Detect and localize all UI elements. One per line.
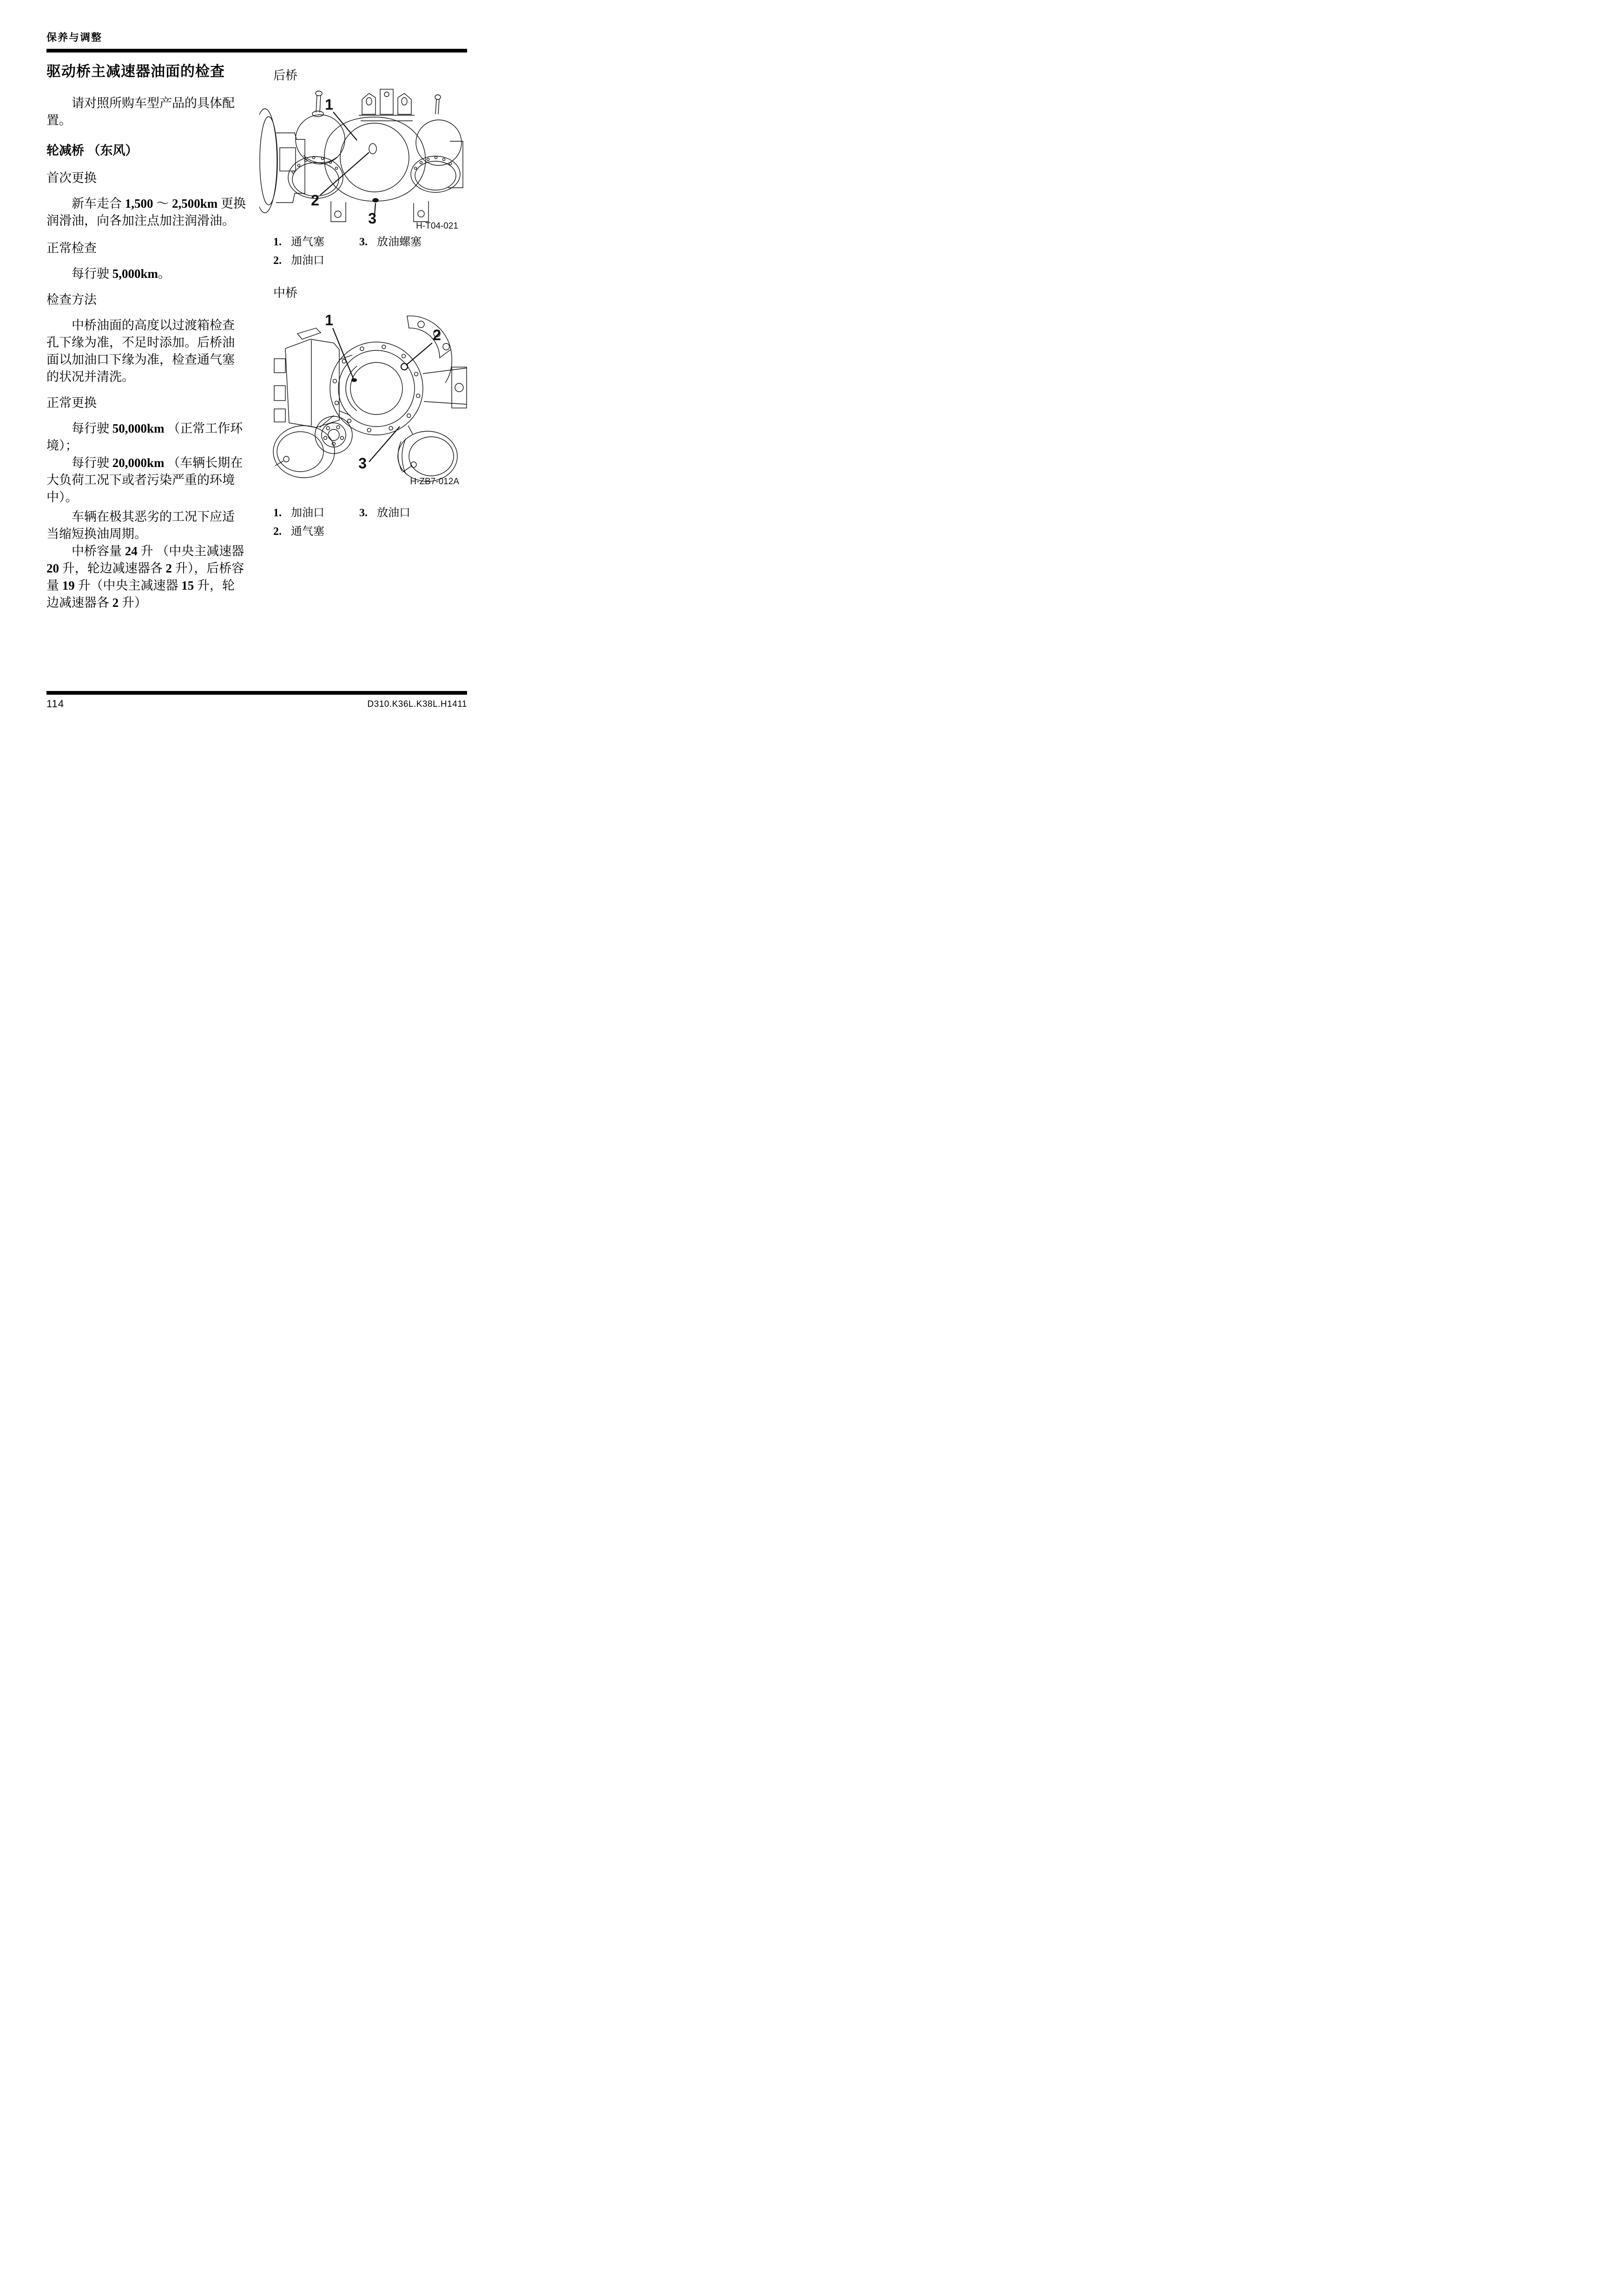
- callout-3-label: 3: [358, 455, 367, 472]
- legend-item-number: 1.: [273, 507, 282, 519]
- paragraph-harsh-conditions: 车辆在极其恶劣的工况下应适当缩短换油周期。: [46, 510, 235, 541]
- legend-item-text: 通气塞: [291, 526, 324, 538]
- legend-item: [273, 506, 359, 520]
- breather-port: [401, 363, 408, 370]
- rear-axle-diagram: [259, 86, 468, 230]
- heading-first-change: 首次更换: [46, 171, 97, 185]
- text-column: [46, 91, 246, 612]
- paragraph-change-heavy: 每行驶 20,000km （车辆长期在大负荷工况下或者污染严重的环境中）。: [46, 456, 243, 504]
- figure-middle-axle-label: 中桥: [273, 286, 298, 300]
- legend-item: [359, 235, 422, 249]
- paragraph-change-normal: 每行驶 50,000km （正常工作环境）；: [46, 421, 243, 453]
- paragraph-check-method: 中桥油面的高度以过渡箱检查孔下缘为准，不足时添加。后桥油面以加油口下缘为准，检查通气塞的状况并清洗。: [46, 318, 235, 384]
- legend-column: [273, 506, 359, 543]
- legend-item-text: 加油口: [291, 507, 324, 519]
- fill-port: [351, 378, 357, 382]
- legend-item: [273, 235, 359, 249]
- legend-item-number: 2.: [273, 526, 282, 538]
- legend-item-number: 1.: [273, 236, 282, 248]
- legend-column: [359, 506, 410, 543]
- footer-rule: [46, 691, 467, 695]
- heading-normal-check: 正常检查: [46, 241, 97, 255]
- figure-middle-axle-caption: H-ZB7-012A: [410, 477, 459, 487]
- figure-rear-axle-label: 后桥: [273, 69, 298, 82]
- callout-1-label: 1: [325, 312, 333, 329]
- section-header: 保养与调整: [46, 32, 103, 43]
- callout-2-label: 2: [311, 192, 319, 209]
- legend-item: [273, 254, 359, 268]
- heading-check-method: 检查方法: [46, 293, 97, 307]
- legend-item-text: 放油口: [377, 507, 410, 519]
- heading-normal-change: 正常更换: [46, 396, 97, 410]
- legend-item: [359, 506, 410, 520]
- page-number: 114: [46, 698, 65, 710]
- callout-1-label: 1: [325, 96, 333, 113]
- callout-2-leader: [407, 343, 432, 364]
- legend-item-text: 放油螺塞: [377, 236, 422, 248]
- middle-axle-legend: [273, 506, 469, 543]
- heading-wheel-axle: 轮减桥 （东风）: [46, 144, 138, 158]
- paragraph-first-change: 新车走合 1,500 ～ 2,500km 更换润滑油，向各加注点加注润滑油。: [46, 197, 246, 228]
- legend-item: [273, 525, 359, 539]
- legend-item-number: 3.: [359, 236, 368, 248]
- legend-item-number: 3.: [359, 507, 368, 519]
- callout-2-label: 2: [433, 327, 441, 343]
- callout-1-leader: [333, 112, 357, 140]
- paragraph-oil-capacity: 中桥容量 24 升 （中央主减速器 20 升，轮边减速器各 2 升），后桥容量 19 升（中央主减速器 15 升，轮边减速器各 2 升）: [46, 544, 244, 610]
- callout-3-label: 3: [368, 210, 376, 227]
- middle-axle-diagram: [259, 304, 468, 487]
- rear-axle-legend: [273, 235, 469, 272]
- legend-column: [359, 235, 422, 272]
- legend-item-text: 通气塞: [291, 236, 324, 248]
- figure-column: [259, 69, 469, 543]
- legend-item-text: 加油口: [291, 255, 324, 267]
- paragraph-normal-check: 每行驶 5,000km。: [72, 267, 171, 281]
- figure-rear-axle-caption: H-T04-021: [416, 221, 458, 230]
- header-rule: [46, 49, 467, 53]
- page-title: 驱动桥主减速器油面的检查: [46, 63, 225, 79]
- document-code: D310.K36L.K38L.H1411: [367, 699, 467, 709]
- callout-3-leader: [369, 427, 400, 462]
- legend-column: [273, 235, 359, 272]
- manual-page: [0, 0, 513, 730]
- paragraph-intro: 请对照所购车型产品的具体配置。: [46, 96, 235, 127]
- legend-item-number: 2.: [273, 255, 282, 267]
